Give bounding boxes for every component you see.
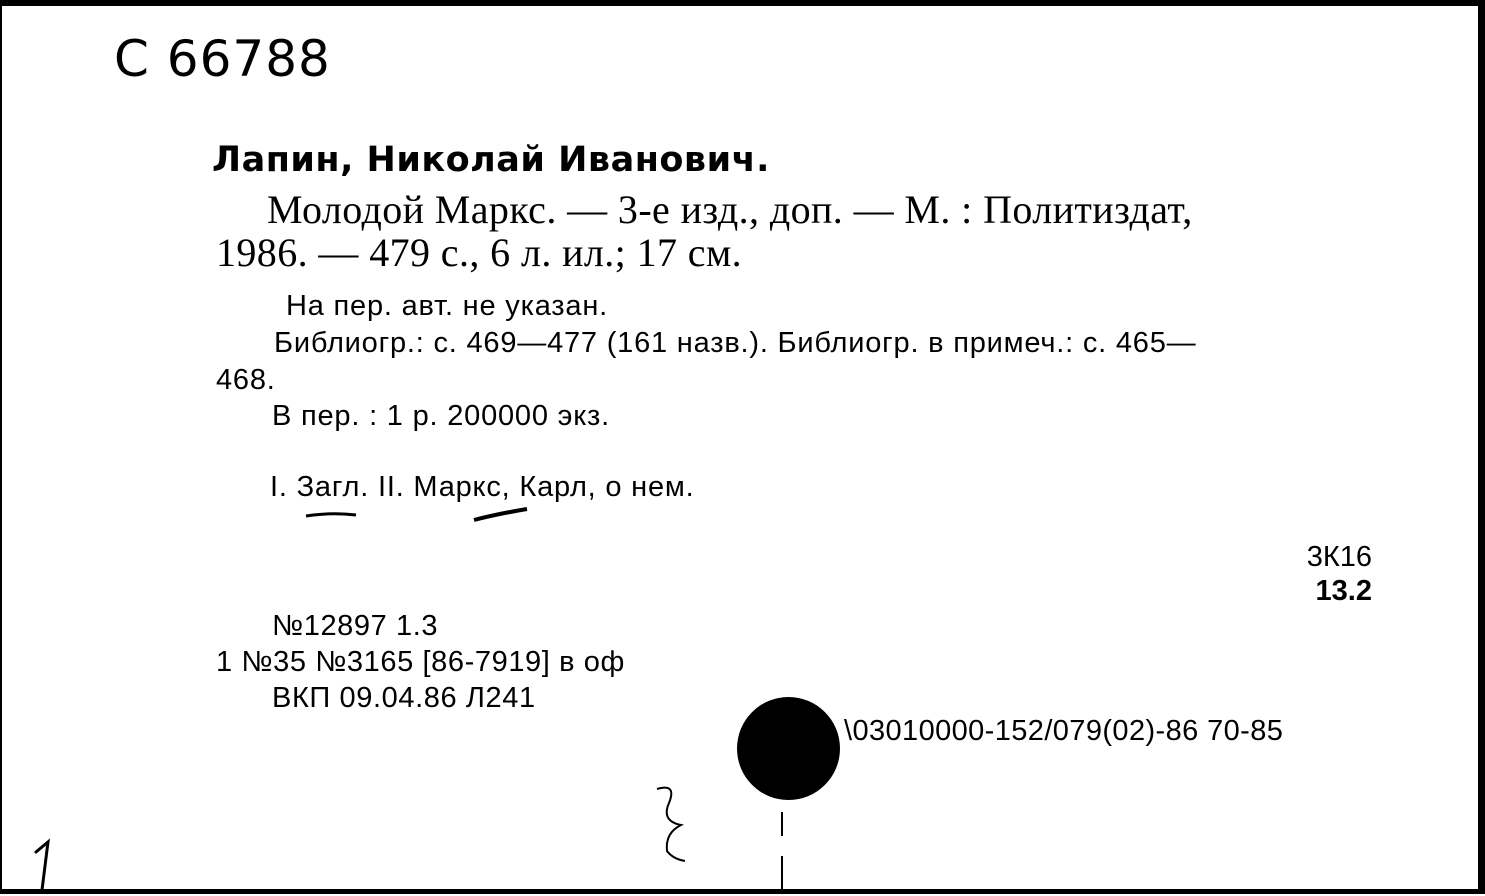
classification-index: 3К16 xyxy=(1306,541,1372,573)
punch-hole-stamp xyxy=(737,697,840,800)
tech-line-numbers: 1 №35 №3165 [86-7919] в оф xyxy=(216,646,625,678)
tech-line-order: №12897 1.3 xyxy=(272,610,439,642)
handwritten-scribble xyxy=(647,781,697,866)
author-heading: Лапин, Николай Иванович. xyxy=(212,140,770,180)
note-bibliography-cont: 468. xyxy=(216,364,276,396)
card-cord-mark xyxy=(772,806,792,896)
classification-code: 13.2 xyxy=(1315,575,1372,607)
note-author-not-indicated: На пер. авт. не указан. xyxy=(286,290,609,322)
tech-line-vkp: ВКП 09.04.86 Л241 xyxy=(272,682,536,714)
shelfmark: С 66788 xyxy=(114,30,331,88)
pencil-underlines xyxy=(302,506,542,526)
imprint-line: 1986. — 479 с., 6 л. ил.; 17 см. xyxy=(216,230,743,275)
isbn-line: \03010000-152/079(02)-86 70-85 xyxy=(844,715,1284,747)
note-price-print-run: В пер. : 1 р. 200000 экз. xyxy=(272,400,611,432)
title-line: Молодой Маркс. — 3-е изд., доп. — М. : Политиздат, xyxy=(267,187,1193,232)
handwritten-number xyxy=(30,838,60,894)
tracings: I. Загл. II. Маркс, Карл, о нем. xyxy=(270,471,695,503)
note-bibliography: Библиогр.: с. 469—477 (161 назв.). Библиогр. в примеч.: с. 465— xyxy=(274,327,1197,359)
